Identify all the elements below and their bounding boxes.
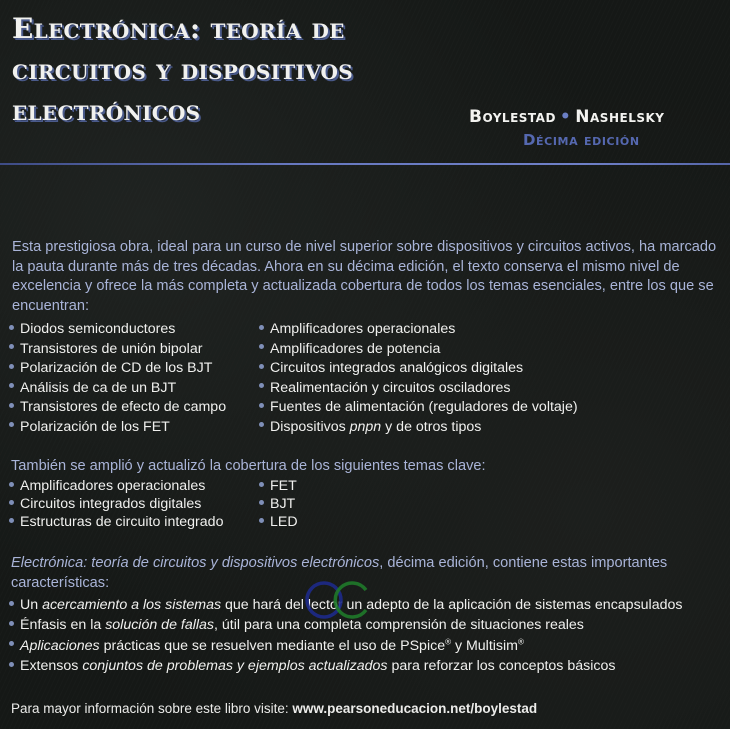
title-line-3: electrónicos xyxy=(12,94,201,127)
footer-info xyxy=(11,701,537,716)
author-boylestad: Boylestad xyxy=(469,107,556,127)
list-item xyxy=(9,513,223,531)
features-heading-rest: , décima edición, contiene estas importantes características: xyxy=(11,555,668,591)
feature-text: Énfasis en la xyxy=(20,617,106,634)
list-item xyxy=(9,495,223,513)
feature-text: Un xyxy=(20,597,43,613)
list-item xyxy=(9,379,226,399)
updated-list-left xyxy=(9,477,223,531)
topic-text: Fuentes de alimentación (reguladores de voltaje) xyxy=(270,399,578,415)
bullet-icon xyxy=(259,325,264,330)
bullet-icon xyxy=(9,482,14,487)
author-nashelsky: Nashelsky xyxy=(575,107,665,127)
topic-text: Transistores de unión bipolar xyxy=(20,340,203,357)
list-item xyxy=(259,340,578,360)
bullet-icon xyxy=(9,601,14,606)
topic-text: Análisis de ca de un BJT xyxy=(20,379,177,396)
topic-text: Polarización de CD de los BJT xyxy=(20,360,213,376)
feature-italic: acercamiento a los sistemas xyxy=(42,597,222,613)
list-item xyxy=(259,359,578,379)
intro-paragraph: Esta prestigiosa obra, ideal para un curso de nivel superior sobre dispositivos y circuitos activos, ha marcado la pauta durante más de tres décadas. Ahora en su décima edición, el texto conserva el mismo nivel de excelencia y ofrece la más completa y actualizada cobertura de todos los temas esenciales, entre los que se encuentran: xyxy=(12,239,717,315)
topic-text: Circuitos integrados digitales xyxy=(20,496,202,512)
topic-text: Amplificadores operacionales xyxy=(270,321,456,337)
topic-text: Amplificadores operacionales xyxy=(20,478,206,494)
bullet-icon xyxy=(259,344,264,349)
list-item xyxy=(9,656,682,676)
topic-text: Polarización de los FET xyxy=(20,418,170,435)
bullet-icon xyxy=(9,325,14,330)
list-item xyxy=(259,495,298,513)
bullet-icon xyxy=(9,344,14,349)
bullet-icon xyxy=(259,364,264,369)
list-item xyxy=(9,359,226,379)
topic-text: Transistores de efecto de campo xyxy=(20,399,227,415)
bullet-icon xyxy=(259,383,264,388)
website-link[interactable]: www.pearsoneducacion.net/boylestad xyxy=(292,701,538,716)
list-item xyxy=(259,418,578,438)
list-item xyxy=(9,418,226,438)
registered-mark: ® xyxy=(518,636,524,646)
bullet-icon xyxy=(9,500,14,505)
feature-text: Extensos xyxy=(20,657,83,674)
feature-text: y Multisim xyxy=(451,637,518,654)
footer-text: Para mayor información sobre este libro visite: xyxy=(11,701,293,716)
list-item xyxy=(259,320,578,340)
book-title-italic: Electrónica: teoría de circuitos y dispositivos electrónicos xyxy=(11,555,380,571)
list-item xyxy=(9,477,223,495)
bullet-icon xyxy=(259,518,264,523)
features-list xyxy=(9,595,682,676)
list-item xyxy=(259,398,578,418)
list-item xyxy=(259,513,298,531)
book-title xyxy=(12,8,353,131)
list-item xyxy=(9,340,226,360)
bullet-icon xyxy=(9,364,14,369)
bullet-icon xyxy=(9,621,14,626)
feature-text: para reforzar los conceptos básicos xyxy=(387,657,616,674)
title-line-1: Electrónica: teoría de xyxy=(12,12,345,45)
list-item xyxy=(259,379,578,399)
feature-text: que hará del lector un adepto de la aplicación de sistemas encapsulados xyxy=(221,597,683,613)
feature-italic: conjuntos de problemas y ejemplos actualizados xyxy=(82,657,388,674)
bullet-icon xyxy=(259,403,264,408)
topic-italic: pnpn xyxy=(349,418,382,435)
bullet-icon xyxy=(259,482,264,487)
divider-line xyxy=(0,163,730,165)
topic-text: Dispositivos xyxy=(270,418,350,435)
feature-text: , útil para una completa comprensión de situaciones reales xyxy=(214,617,584,634)
bullet-icon xyxy=(9,518,14,523)
list-item xyxy=(9,636,682,656)
bullet-icon xyxy=(9,383,14,388)
topic-text: LED xyxy=(270,514,298,530)
separator-dot-icon: • xyxy=(559,107,572,127)
bullet-icon xyxy=(9,662,14,667)
bullet-icon xyxy=(259,500,264,505)
topic-text: BJT xyxy=(270,496,296,512)
topic-text: Realimentación y circuitos osciladores xyxy=(270,379,511,396)
feature-italic: solución de fallas xyxy=(105,617,215,634)
topic-text: Estructuras de circuito integrado xyxy=(20,514,224,530)
topics-list-left xyxy=(9,320,226,437)
bullet-icon xyxy=(9,641,14,646)
title-line-2: circuitos y dispositivos xyxy=(12,53,354,86)
edition-label: Décima edición xyxy=(523,131,640,149)
topic-text: FET xyxy=(270,478,297,494)
list-item xyxy=(9,320,226,340)
topics-list-right xyxy=(259,320,578,437)
feature-text: prácticas que se resuelven mediante el uso de PSpice xyxy=(99,637,446,654)
topic-text: Circuitos integrados analógicos digitales xyxy=(270,360,524,376)
bullet-icon xyxy=(9,403,14,408)
features-heading xyxy=(11,553,723,593)
list-item xyxy=(9,398,226,418)
registered-mark: ® xyxy=(445,636,451,646)
topic-text: Amplificadores de potencia xyxy=(270,340,441,357)
bullet-icon xyxy=(259,422,264,427)
bullet-icon xyxy=(9,422,14,427)
list-item xyxy=(9,615,682,635)
topic-text: Diodos semiconductores xyxy=(20,321,176,337)
topic-text: y de otros tipos xyxy=(381,418,482,435)
authors xyxy=(469,107,664,127)
list-item xyxy=(9,595,682,615)
feature-italic: Aplicaciones xyxy=(20,637,100,654)
updated-list-right xyxy=(259,477,298,531)
list-item xyxy=(259,477,298,495)
updated-topics-heading: También se amplió y actualizó la cobertura de los siguientes temas clave: xyxy=(11,458,486,474)
